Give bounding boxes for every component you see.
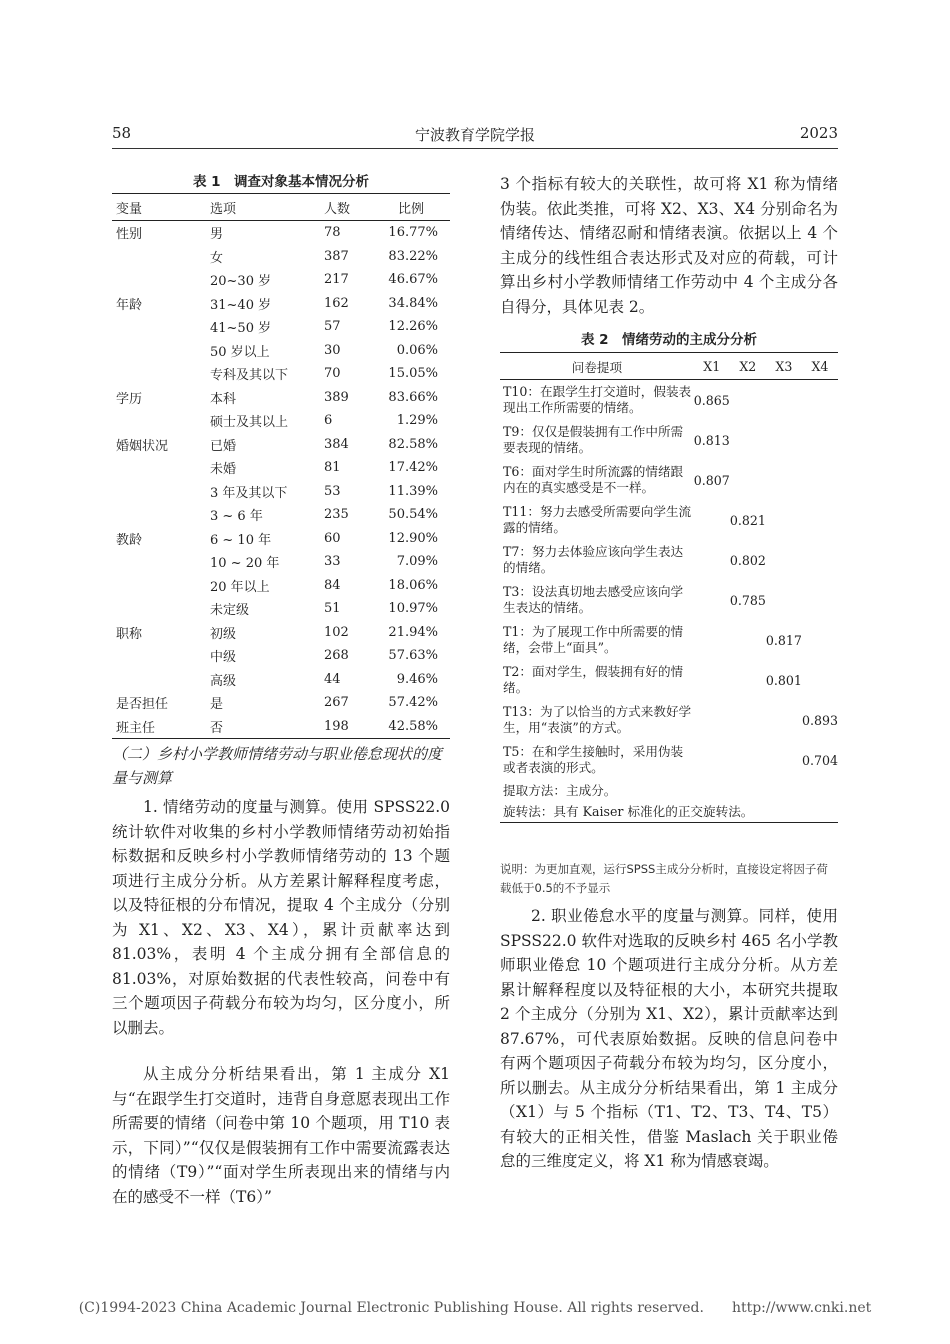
table-row [500,500,838,540]
loading-cell: 0.802 [729,552,766,568]
loading-cell: 0.817 [765,632,802,648]
loading-cell [802,420,838,460]
table-cell: 职称 [116,626,143,642]
table-cell: 未婚 [210,462,237,478]
table-row [112,386,450,410]
loading-cell: 0.807 [693,472,730,488]
page-number: 58 [112,124,132,142]
table-row [112,268,450,292]
question-cell: T5：在和学生接触时，采用伪装或者表演的形式。 [503,744,684,775]
table-cell: 102 [324,624,349,640]
copyright-footer: (C)1994-2023 China Academic Journal Electronic Publishing House. All rights reserved. http://www.cnki.net [78,1300,872,1316]
table-cell: 15.05% [388,366,438,382]
table-cell: 42.58% [384,715,450,739]
header-rule [112,148,838,149]
table-row [112,644,450,668]
table-cell [112,409,202,433]
table-row [112,292,450,316]
table-row [500,620,838,660]
question-cell: T9：仅仅是假装拥有工作中所需要表现的情绪。 [503,424,684,455]
loading-cell: 0.785 [729,592,766,608]
table-cell: 是否担任 [116,697,169,713]
table-cell: 268 [324,648,349,664]
loading-cell [766,580,802,620]
table-cell: 6 [324,413,333,429]
year: 2023 [799,124,838,142]
table-row [112,221,450,245]
table-cell [112,574,202,598]
table-row [112,691,450,715]
question-cell: T11：努力去感受所需要向学生流露的情绪。 [503,504,692,535]
table-cell: 198 [318,715,384,739]
table-row [112,339,450,363]
table-cell: 70 [324,366,341,382]
question-cell: T13：为了以恰当的方式来教好学生，用“表演”的方式。 [503,704,692,735]
table-cell [112,339,202,363]
table2-title: 表 2 情绪劳动的主成分分析 [580,332,758,348]
table-row [112,668,450,692]
table-row [112,315,450,339]
question-cell: T7：努力去体验应该向学生表达的情绪。 [503,544,684,575]
loading-cell [802,660,838,700]
table-cell: 专科及其以下 [210,368,289,384]
table-cell: 7.09% [396,554,438,570]
table-cell [112,668,202,692]
table-row [112,245,450,269]
loading-cell [766,460,802,500]
loading-cell [802,500,838,540]
table-row [500,460,838,500]
table-cell: 34.84% [388,295,438,311]
table-cell: 年龄 [116,297,143,313]
table-cell: 10.97% [388,601,438,617]
table1-header: 选项 [202,194,318,221]
table-cell: 女 [210,250,224,266]
table-cell: 389 [324,389,349,405]
table-cell: 10 ~ 20 年 [210,556,280,572]
table-cell: 16.77% [388,225,438,241]
table-cell: 中级 [210,650,237,666]
table-cell: 235 [324,507,349,523]
table-row [500,740,838,780]
question-cell: T1：为了展现工作中所需要的情绪，会带上“面具”。 [503,624,684,655]
extraction-method: 提取方法：主成分。 [503,782,617,798]
table-cell: 12.90% [388,530,438,546]
question-cell: T6：面对学生时所流露的情绪跟内在的真实感受是不一样。 [503,464,684,495]
table2-header-row [500,353,838,380]
table1-title: 表 1 调查对象基本情况分析 [192,174,370,190]
table2-footer-row [500,780,838,801]
table-cell: 83.22% [388,248,438,264]
loading-cell [766,500,802,540]
table-cell: 162 [324,295,349,311]
table-row [112,456,450,480]
table-row [112,362,450,386]
loading-cell [694,540,730,580]
table-cell [112,597,202,621]
table-cell [112,362,202,386]
loading-cell [766,420,802,460]
table-cell: 6 ~ 10 年 [210,532,272,548]
table-cell [112,456,202,480]
table2-body [500,380,838,781]
table-cell: 12.26% [388,319,438,335]
paragraph: 2. 职业倦怠水平的度量与测算。同样，使用SPSS22.0 软件对选取的反映乡村 465 名小学教师职业倦怠 10 个题项进行主成分分析。从方差累计解释程度以及特征根的大小，本研究共提取 2 个主成分（分别为 X1、X2），累计贡献率达到 87.67%，可代表原始数据。反映的信息问卷中有两个题项因子荷载分布较为均匀，区分度小，所以删去。从主成分分析结果看出，第 1 主成分（X1）与 5 个指标（T1、T2、T3、T4、T5）有较大的正相关性，借鉴 Maslach 关于职业倦怠的三维度定义，将 X1 称为情感衰竭。 [500,907,838,1170]
table2-header: X1 [694,353,730,380]
table-cell: 本科 [210,391,237,407]
table1-body [112,221,450,739]
loading-cell [730,740,766,780]
table-row [112,574,450,598]
loading-cell [730,660,766,700]
table-cell: 33 [324,554,341,570]
table-row [112,480,450,504]
table-cell [112,644,202,668]
table-cell: 267 [324,695,349,711]
table-row [112,621,450,645]
loading-cell [730,380,766,421]
loading-cell [694,580,730,620]
loading-cell: 0.813 [693,432,730,448]
table-cell: 未定级 [210,603,250,619]
table-cell: 57.42% [388,695,438,711]
loading-cell [694,660,730,700]
table-cell: 83.66% [388,389,438,405]
loading-cell [730,420,766,460]
table-cell: 31~40 岁 [210,297,272,313]
table-cell: 57.63% [388,648,438,664]
table-row [112,715,450,739]
table1-header: 变量 [112,194,202,221]
table-cell: 50.54% [388,507,438,523]
table-cell [112,268,202,292]
table-cell: 3 年及其以下 [210,485,288,501]
table-cell: 已婚 [210,438,237,454]
table-cell [112,503,202,527]
table1-header: 比例 [384,194,450,221]
table2-header: X2 [730,353,766,380]
loading-cell [802,620,838,660]
table-cell: 81 [324,460,341,476]
paragraph: 3 个指标有较大的关联性，故可将 X1 称为情绪伪装。依此类推，可将 X2、X3、X4 分别命名为情绪传达、情绪忍耐和情绪表演。依据以上 4 个主成分的线性组合表达形式及对应的荷载，可计算出乡村小学教师情绪工作劳动中 4 个主成分各自得分，具体见表 2。 [500,175,838,316]
table-cell: 婚姻状况 [116,438,169,454]
question-cell: T2：面对学生，假装拥有好的情绪。 [503,664,684,695]
table-cell: 387 [324,248,349,264]
table-cell: 60 [324,530,341,546]
table-cell: 217 [324,272,349,288]
loading-cell [694,500,730,540]
loading-cell: 0.893 [801,712,838,728]
table-cell: 44 [324,671,341,687]
table-cell: 17.42% [388,460,438,476]
loading-cell: 0.821 [729,512,766,528]
table-row [500,540,838,580]
table-cell: 82.58% [388,436,438,452]
loading-cell [802,460,838,500]
loading-cell [766,740,802,780]
table-cell: 否 [202,715,318,739]
table-cell [112,550,202,574]
loading-cell: 0.704 [801,752,838,768]
table-cell: 高级 [210,673,237,689]
table-cell: 初级 [210,626,237,642]
table-row [500,700,838,740]
loading-cell [766,380,802,421]
loading-cell [766,700,802,740]
table-cell: 20~30 岁 [210,274,272,290]
table-cell: 57 [324,319,341,335]
table-cell: 0.06% [396,342,438,358]
loading-cell [802,580,838,620]
loading-cell [802,540,838,580]
question-cell: T10：在跟学生打交道时，假装表现出工作所需要的情绪。 [503,384,692,415]
table-cell: 53 [324,483,341,499]
table-cell: 3 ~ 6 年 [210,509,263,525]
table-row [500,580,838,620]
table-cell [112,480,202,504]
loading-cell [694,740,730,780]
table-cell: 教龄 [116,532,143,548]
table-cell: 11.39% [388,483,438,499]
table-cell: 384 [324,436,349,452]
journal-title: 宁波教育学院学报 [414,126,535,144]
table-cell [112,245,202,269]
table2-header: X3 [766,353,802,380]
table-row [500,380,838,421]
loading-cell [694,620,730,660]
table1 [112,193,450,739]
table-cell: 84 [324,577,341,593]
table2-footer-row [500,801,838,823]
table-cell: 21.94% [388,624,438,640]
table-cell: 硕士及其以上 [210,415,289,431]
table-cell: 78 [324,225,341,241]
table-cell: 班主任 [112,715,202,739]
table-row [112,527,450,551]
table-cell: 30 [324,342,341,358]
table-row [112,597,450,621]
table-row [500,660,838,700]
table-cell [112,315,202,339]
loading-cell: 0.801 [765,672,802,688]
paragraph: 1. 情绪劳动的度量与测算。使用 SPSS22.0 统计软件对收集的乡村小学教师情绪劳动初始指标数据和反映乡村小学教师情绪劳动的 13 个题项进行主成分分析。从方差累计解释程度考虑，以及特征根的分布情况，提取 4 个主成分（分别为 X1、X2、X3、X4），累计贡献率达到 81.03%，表明 4 个主成分拥有全部信息的 81.03%，对原始数据的代表性较高，问卷中有三个题项因子荷载分布较为均匀，区分度小，所以删去。 [112,798,450,1037]
table-cell: 51 [324,601,341,617]
paragraph: 从主成分分析结果看出，第 1 主成分 X1 与“在跟学生打交道时，违背自身意愿表现出工作所需要的情绪（问卷中第 10 个题项，用 T10 表示，下同）”“仅仅是假装拥有工作中需要流露表达的情绪（T9）”“面对学生所表现出来的情绪与内在的感受不一样（T6）” [112,1065,450,1206]
table-row [500,420,838,460]
section-heading: （二）乡村小学教师情绪劳动与职业倦怠现状的度量与测算 [112,745,443,787]
table-cell: 18.06% [388,577,438,593]
table-row [112,433,450,457]
table2-note: 说明：为更加直观，运行SPSS主成分分析时，直接设定将因子荷载低于0.5的不予显示 [500,862,828,895]
table-cell: 1.29% [396,413,438,429]
table-cell: 男 [210,227,224,243]
table2-header: 问卷提项 [500,353,694,380]
table-row [112,409,450,433]
table-cell: 50 岁以上 [210,344,270,360]
table-cell: 41~50 岁 [210,321,272,337]
table1-header-row [112,194,450,221]
rotation-method: 旋转法：具有 Kaiser 标准化的正交旋转法。 [500,801,838,823]
loading-cell [766,540,802,580]
loading-cell [730,620,766,660]
loading-cell [730,460,766,500]
table-cell: 9.46% [396,671,438,687]
table-cell: 学历 [116,391,143,407]
table-row [112,503,450,527]
table-cell: 20 年以上 [210,579,270,595]
table-row [112,550,450,574]
loading-cell: 0.865 [693,392,730,408]
table-cell: 46.67% [388,272,438,288]
table-cell: 是 [210,697,224,713]
question-cell: T3：设法真切地去感受应该向学生表达的情绪。 [503,584,684,615]
table1-header: 人数 [318,194,384,221]
loading-cell [730,700,766,740]
loading-cell [802,380,838,421]
table-cell: 性别 [116,227,143,243]
table2-header: X4 [802,353,838,380]
loading-cell [694,700,730,740]
table2 [500,352,838,823]
